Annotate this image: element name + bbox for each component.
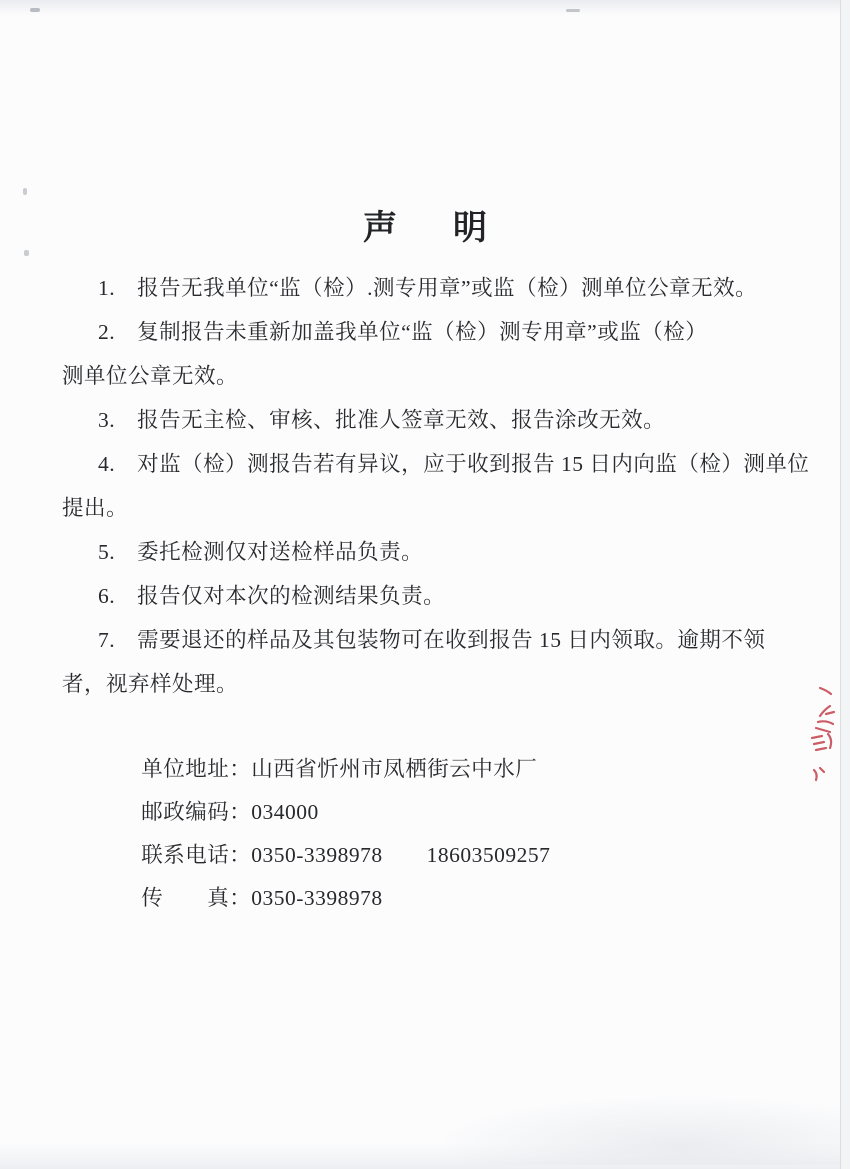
statement-line: 测单位公章无效。 xyxy=(62,364,239,388)
statement-line: 提出。 xyxy=(62,496,129,520)
contact-label: 邮政编码： xyxy=(141,800,252,824)
scan-top-edge-shadow xyxy=(0,0,850,16)
statement-line: 5. 委托检测仅对送检样品负责。 xyxy=(98,540,424,564)
contact-value: 0350-3398978 xyxy=(251,886,383,910)
statement-line: 6. 报告仅对本次的检测结果负责。 xyxy=(98,584,446,608)
statement-title: 声 明 xyxy=(363,209,498,247)
statement-line: 者，视弃样处理。 xyxy=(62,672,239,696)
paper-edge-line xyxy=(840,0,841,1169)
statement-line: 2. 复制报告未重新加盖我单位“监（检）测专用章”或监（检） xyxy=(98,320,708,344)
scan-speck xyxy=(30,8,40,12)
contact-value: 0350-3398978 18603509257 xyxy=(251,843,551,867)
contact-value: 034000 xyxy=(251,800,319,824)
statement-line: 7. 需要退还的样品及其包装物可在收到报告 15 日内领取。逾期不领 xyxy=(98,628,766,652)
statement-line: 3. 报告无主检、审核、批准人签章无效、报告涂改无效。 xyxy=(98,408,666,432)
scan-speck xyxy=(566,9,580,12)
paper-right-margin xyxy=(841,0,850,1169)
contact-label: 单位地址： xyxy=(141,757,252,781)
contact-block xyxy=(106,705,551,910)
scan-speck xyxy=(23,188,27,195)
contact-label: 传 真： xyxy=(141,886,252,910)
contact-value: 山西省忻州市凤栖街云中水厂 xyxy=(251,757,538,781)
scan-speck xyxy=(24,250,29,256)
red-stamp-fragment-icon xyxy=(800,676,844,784)
contact-row-address xyxy=(106,705,550,781)
statement-list xyxy=(62,266,810,706)
scan-noise-blotch xyxy=(430,1095,850,1165)
statement-line: 1. 报告无我单位“监（检）.测专用章”或监（检）测单位公章无效。 xyxy=(98,276,758,300)
statement-line: 4. 对监（检）测报告若有异议，应于收到报告 15 日内向监（检）测单位 xyxy=(98,452,810,476)
contact-label: 联系电话： xyxy=(141,843,252,867)
